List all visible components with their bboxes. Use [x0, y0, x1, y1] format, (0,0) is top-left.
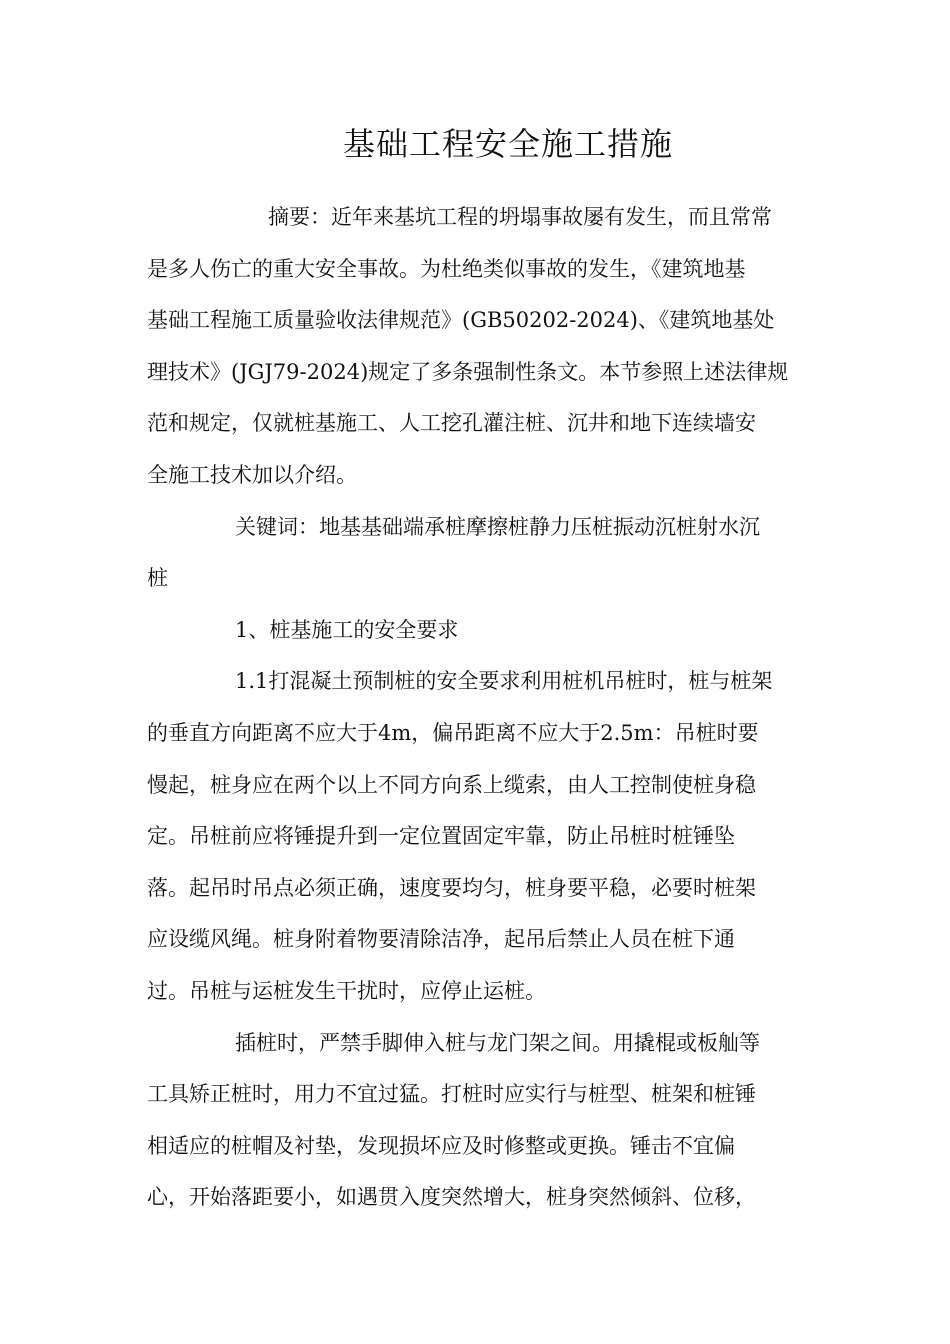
paragraph-line: 落。起吊时吊点必须正确，速度要均匀，桩身要平稳，必要时桩架 — [147, 875, 756, 900]
document-title: 基础工程安全施工措施 — [342, 125, 673, 163]
paragraph-line: 工具矫正桩时，用力不宜过猛。打桩时应实行与桩型、桩架和桩锤 — [147, 1082, 756, 1107]
keywords-line: 关键词：地基基础端承桩摩擦桩静力压桩振动沉桩射水沉 — [235, 514, 760, 539]
abstract-line: 范和规定，仅就桩基施工、人工挖孔灌注桩、沉井和地下连续墙安 — [147, 411, 756, 436]
paragraph-line: 插桩时，严禁手脚伸入桩与龙门架之间。用撬棍或板舢等 — [235, 1030, 760, 1055]
abstract-line: 是多人伤亡的重大安全事故。为杜绝类似事故的发生，《建筑地基 — [147, 256, 746, 281]
paragraph-line: 定。吊桩前应将锤提升到一定位置固定牢靠，防止吊桩时桩锤坠 — [147, 824, 735, 849]
paragraph-line: 相适应的桩帽及衬垫，发现损坏应及时修整或更换。锤击不宜偏 — [147, 1133, 735, 1158]
abstract-line: 全施工技术加以介绍。 — [147, 462, 357, 487]
section-heading: 1、桩基施工的安全要求 — [235, 617, 459, 642]
abstract-line: 理技术》(JGJ79-2024)规定了多条强制性条文。本节参照上述法律规 — [147, 359, 789, 384]
keywords-line: 桩 — [147, 566, 168, 591]
document-body — [147, 192, 819, 1224]
abstract-line: 基础工程施工质量验收法律规范》(GB50202-2024)、《建筑地基处 — [147, 308, 775, 333]
abstract-line: 摘要：近年来基坑工程的坍塌事故屡有发生，而且常常 — [268, 205, 772, 229]
paragraph-line: 过。吊桩与运桩发生干扰时，应停止运桩。 — [147, 978, 546, 1003]
paragraph-line: 的垂直方向距离不应大于4m，偏吊距离不应大于2.5m：吊桩时要 — [147, 720, 759, 745]
paragraph-line: 心，开始落距要小，如遇贯入度突然增大，桩身突然倾斜、位移， — [147, 1185, 756, 1210]
paragraph-line: 慢起，桩身应在两个以上不同方向系上缆索，由人工控制使桩身稳 — [147, 772, 756, 797]
paragraph-line: 应设缆风绳。桩身附着物要清除洁净，起吊后禁止人员在桩下通 — [147, 927, 735, 952]
paragraph-line: 1.1打混凝土预制桩的安全要求利用桩机吊桩时，桩与桩架 — [235, 669, 773, 694]
